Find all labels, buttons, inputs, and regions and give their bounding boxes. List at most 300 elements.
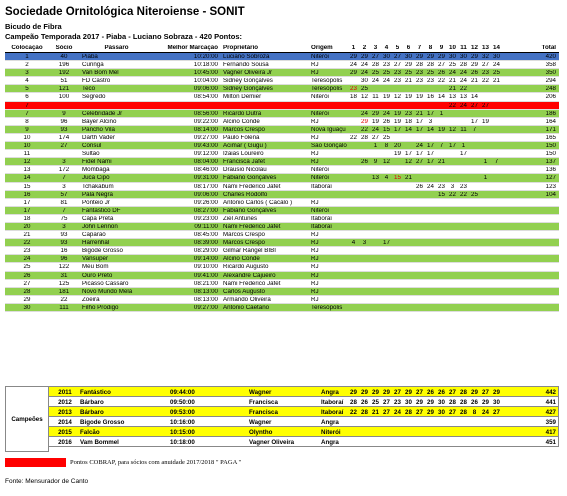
cell-socio: 3	[62, 183, 66, 190]
champion-score: 27	[383, 409, 390, 416]
score-cell: 30	[449, 54, 456, 60]
cell-time: 08:13:00	[193, 296, 218, 303]
cell-total: 294	[545, 78, 556, 85]
score-cell: 24	[361, 70, 368, 77]
cell-origin: RJ	[311, 272, 319, 279]
score-cell: 23	[350, 86, 357, 93]
cell-socio: 31	[60, 272, 68, 279]
cell-time: 10:20:00	[193, 54, 218, 60]
champion-score: 30	[438, 399, 445, 406]
champion-owner: Olyntho	[249, 429, 273, 436]
score-cell: 16	[427, 94, 434, 101]
champion-score: 29	[427, 409, 434, 416]
cell-bird: Tchakabum	[82, 183, 114, 190]
score-cell: 15	[438, 191, 445, 198]
cell-pos: 28	[23, 288, 31, 295]
cell-owner: Milton Demier	[223, 94, 262, 101]
score-cell: 17	[383, 240, 390, 247]
score-cell: 23	[394, 70, 401, 77]
cell-origin: RJ	[311, 62, 319, 69]
cell-total: 127	[545, 175, 556, 182]
score-cell: 22	[482, 78, 489, 85]
cell-time: 10:18:00	[193, 62, 218, 69]
cell-origin: RJ	[311, 248, 319, 255]
cell-origin: Teresópolis	[311, 78, 343, 85]
cell-socio: 75	[60, 215, 68, 222]
table-row	[5, 263, 559, 271]
champion-score: 30	[493, 399, 500, 406]
column-header: 13	[482, 45, 489, 51]
table-row	[5, 215, 559, 223]
score-cell: 29	[471, 54, 478, 60]
table-row	[5, 134, 559, 142]
score-cell: 24	[383, 78, 390, 85]
cell-bird: Ponteio Jr	[82, 199, 110, 206]
cell-socio: 27	[60, 143, 68, 150]
cell-bird: Bayer Alcino	[82, 118, 117, 125]
cell-time: 08:17:00	[193, 183, 218, 190]
score-cell: 18	[350, 94, 357, 101]
score-cell: 21	[471, 78, 478, 85]
champion-time: 09:50:00	[170, 399, 195, 406]
champion-score: 28	[460, 399, 467, 406]
cell-origin: RJ	[311, 280, 319, 287]
score-cell: 12	[361, 94, 368, 101]
score-cell: 29	[471, 62, 478, 69]
cell-origin: Niterói	[311, 94, 329, 101]
score-cell: 24	[350, 62, 357, 69]
champion-origin: Angra	[321, 389, 339, 396]
champion-score: 29	[427, 399, 434, 406]
champion-score: 28	[361, 409, 368, 416]
score-cell: 19	[372, 118, 379, 125]
cell-pos: 7	[25, 110, 29, 117]
cell-pos: 10	[23, 143, 31, 150]
score-cell: 15	[394, 175, 401, 182]
score-cell: 3	[450, 183, 455, 190]
score-cell: 28	[361, 134, 368, 141]
score-cell: 20	[394, 143, 401, 150]
score-cell: 24	[493, 62, 500, 69]
cell-bird: Filho Prodigo	[82, 304, 119, 311]
champion-score: 21	[372, 409, 379, 416]
cell-socio: 16	[60, 248, 68, 255]
cell-owner: Izaias Loureiro	[223, 151, 264, 158]
score-cell: 27	[471, 102, 478, 109]
cell-origin: RJ	[311, 296, 319, 303]
cell-origin: RJ	[311, 134, 319, 141]
score-cell: 17	[427, 143, 434, 150]
cell-time: 09:11:00	[194, 223, 218, 230]
cell-socio: 122	[58, 264, 70, 271]
cell-pos: 3	[25, 70, 29, 77]
score-cell: 22	[460, 191, 467, 198]
column-header: 11	[460, 45, 467, 51]
score-cell: 17	[416, 118, 423, 125]
champion-score: 26	[471, 399, 478, 406]
cell-time: 10:45:00	[193, 70, 218, 77]
score-cell: 3	[428, 118, 433, 125]
cell-pos: 20	[23, 223, 31, 230]
score-cell: 23	[383, 62, 390, 69]
cell-bird: Darth Vader	[82, 134, 115, 141]
cell-bird: Pancho Vila	[82, 126, 115, 133]
champion-origin: Itaboraí	[321, 399, 344, 406]
score-cell: 22	[350, 134, 357, 141]
cell-owner: Acimar ( Gugu )	[223, 143, 267, 150]
cell-owner: Fabiano Gonçalves	[223, 175, 277, 182]
cell-pos: 27	[23, 280, 31, 287]
table-row	[5, 199, 559, 207]
score-cell: 25	[427, 70, 434, 77]
cell-pos: 9	[25, 126, 29, 133]
cell-owner: Alexandre Cajueiro	[223, 272, 276, 279]
cell-time: 08:14:00	[193, 126, 218, 133]
champion-row	[49, 407, 558, 417]
cell-pos: 11	[23, 151, 31, 158]
table-header	[5, 43, 559, 53]
score-cell: 32	[482, 54, 489, 60]
page-subtitle: Bicudo de Fibra	[5, 22, 62, 31]
cell-pos: 1	[25, 54, 29, 60]
score-cell: 17	[405, 151, 412, 158]
score-cell: 19	[416, 94, 423, 101]
score-cell: 17	[427, 151, 434, 158]
cell-total: 350	[545, 70, 556, 77]
score-cell: 17	[471, 118, 478, 125]
cell-owner: Marcos Crespo	[223, 232, 265, 239]
score-cell: 22	[460, 86, 467, 93]
table-row	[5, 304, 559, 312]
score-cell: 3	[362, 240, 367, 247]
table-row	[5, 77, 559, 85]
cell-bird: Novo Mundo Mela	[82, 288, 133, 295]
cell-socio: 181	[58, 288, 70, 295]
champion-score: 28	[460, 409, 467, 416]
score-cell: 17	[416, 126, 423, 133]
champion-score: 27	[394, 389, 401, 396]
cell-total: 358	[545, 62, 556, 69]
champion-bird: Bárbaro	[80, 409, 104, 416]
cell-total: 136	[545, 167, 556, 174]
score-cell: 19	[383, 94, 390, 101]
cell-owner: Luciano Sobroza	[223, 54, 270, 60]
score-cell: 25	[383, 70, 390, 77]
column-header: 5	[395, 45, 400, 51]
score-cell: 28	[427, 62, 434, 69]
champion-owner: Wagner	[249, 389, 272, 396]
table-row	[5, 223, 559, 231]
score-cell: 24	[372, 126, 379, 133]
score-cell: 17	[394, 126, 401, 133]
score-cell: 19	[438, 126, 445, 133]
champion-bird: Bigode Grosso	[80, 419, 125, 426]
score-cell: 14	[438, 94, 445, 101]
champion-score: 30	[438, 409, 445, 416]
score-cell: 23	[416, 70, 423, 77]
cell-socio: 40	[60, 54, 68, 60]
column-header: Origem	[311, 45, 333, 51]
cell-time: 09:12:00	[193, 151, 218, 158]
cell-socio: 96	[60, 256, 68, 263]
table-row	[5, 231, 559, 239]
score-cell: 23	[405, 110, 412, 117]
table-row	[5, 142, 559, 150]
champion-time: 10:18:00	[170, 439, 195, 446]
score-cell: 14	[427, 126, 434, 133]
cell-time: 08:13:00	[193, 288, 218, 295]
table-row	[5, 288, 559, 296]
cell-socio: 3	[62, 223, 66, 230]
cell-pos: 12	[23, 159, 31, 166]
champion-score: 28	[449, 399, 456, 406]
score-cell: 17	[416, 151, 423, 158]
score-cell: 17	[460, 151, 467, 158]
champion-score: 26	[438, 389, 445, 396]
cell-owner: Nami Frederico Jafet	[223, 183, 281, 190]
score-cell: 29	[427, 54, 434, 60]
cell-time: 09:23:00	[193, 215, 218, 222]
cell-total: 164	[545, 118, 556, 125]
score-cell: 23	[416, 78, 423, 85]
table-row	[5, 239, 559, 247]
score-cell: 23	[460, 183, 467, 190]
cell-bird: Caparaó	[82, 232, 106, 239]
cell-bird: Vansuper	[82, 256, 109, 263]
table-row	[5, 191, 559, 199]
score-cell: 24	[427, 183, 434, 190]
score-cell: 24	[372, 78, 379, 85]
cell-pos: 25	[23, 264, 31, 271]
score-cell: 14	[405, 126, 412, 133]
table-row	[5, 118, 559, 126]
score-cell: 29	[361, 54, 368, 60]
score-cell: 29	[350, 54, 357, 60]
score-cell: 28	[460, 62, 467, 69]
cell-owner: Antonio Carlos ( Cacalo )	[223, 199, 293, 206]
score-cell: 18	[405, 118, 412, 125]
champion-score: 28	[460, 389, 467, 396]
cell-time: 09:27:00	[193, 304, 218, 311]
score-cell: 25	[372, 70, 379, 77]
score-cell: 7	[472, 126, 477, 133]
campaign-line: Campeão Temporada 2017 - Piaba - Luciano Sobraza - 420 Pontos:	[5, 32, 243, 41]
score-cell: 4	[351, 240, 356, 247]
champion-score: 22	[350, 409, 357, 416]
champion-year: 2011	[58, 389, 72, 396]
score-cell: 29	[416, 54, 423, 60]
cell-origin: RJ	[311, 264, 319, 271]
legend-text: Pontos COBRAP, para sócios com anuidade 2017/2018 " PAGA "	[70, 459, 242, 466]
champion-origin: Angra	[321, 439, 339, 446]
table-row	[5, 207, 559, 215]
champion-row	[49, 397, 558, 407]
cell-origin: RJ	[311, 240, 319, 247]
champion-bird: Falcão	[80, 429, 100, 436]
score-cell: 24	[416, 143, 423, 150]
column-header: 9	[439, 45, 444, 51]
champion-origin: Itaboraí	[321, 409, 344, 416]
score-cell: 21	[449, 78, 456, 85]
table-row	[5, 126, 559, 134]
champion-score: 27	[416, 409, 423, 416]
cell-time: 09:26:00	[193, 199, 218, 206]
champion-score: 8	[472, 409, 477, 416]
cell-bird: Mombaga	[82, 167, 110, 174]
cell-time: 09:14:00	[193, 256, 218, 263]
column-header: 2	[362, 45, 367, 51]
cell-owner: Ricardo Augusto	[223, 264, 269, 271]
cell-owner: Paulo Folena	[223, 134, 260, 141]
column-header: Sócio	[55, 45, 73, 51]
champion-owner: Vagner Oliveira	[249, 439, 295, 446]
cell-total: 123	[545, 183, 556, 190]
champion-owner: Wagner	[249, 419, 272, 426]
score-cell: 29	[361, 118, 368, 125]
score-cell: 12	[394, 94, 401, 101]
score-cell: 21	[493, 78, 500, 85]
column-header: 4	[384, 45, 389, 51]
column-header: Proprietário	[223, 45, 259, 51]
champion-bird: Bárbaro	[80, 399, 104, 406]
cell-socio: 192	[58, 70, 70, 77]
champion-origin: Niterói	[321, 429, 341, 436]
cell-origin: RJ	[311, 232, 319, 239]
cell-socio: 121	[58, 86, 70, 93]
cell-pos: 15	[23, 183, 31, 190]
table-row	[5, 61, 559, 69]
table-row	[5, 102, 559, 110]
cell-origin: Teresópolis	[311, 304, 343, 311]
cell-pos: 23	[23, 248, 31, 255]
champion-score: 23	[394, 399, 401, 406]
cell-total: 206	[545, 94, 556, 101]
cell-bird: Zoeira	[82, 296, 100, 303]
score-cell: 26	[416, 183, 423, 190]
champion-owner: Francisca	[249, 399, 278, 406]
cell-bird: Celebridade Jr	[82, 110, 123, 117]
cell-pos: 13	[23, 167, 31, 174]
champion-score: 24	[394, 409, 401, 416]
cell-socio: 111	[59, 304, 69, 311]
champion-bird: Vam Bommel	[80, 439, 119, 446]
cell-pos: 24	[23, 256, 31, 263]
table-row	[5, 53, 559, 61]
score-cell: 24	[361, 110, 368, 117]
score-cell: 21	[405, 175, 412, 182]
cell-origin: Niterói	[311, 110, 329, 117]
cell-socio: 125	[58, 280, 70, 287]
cell-time: 08:56:00	[193, 110, 218, 117]
cell-bird: Segredo	[82, 94, 106, 101]
cell-pos: 26	[23, 272, 31, 279]
champion-score: 29	[372, 389, 379, 396]
cell-origin: RJ	[311, 151, 319, 158]
cell-origin: RJ	[311, 288, 319, 295]
champion-score: 27	[416, 389, 423, 396]
cell-pos: 16	[23, 191, 31, 198]
champion-total: 451	[545, 439, 556, 446]
champion-score: 26	[361, 399, 368, 406]
score-cell: 24	[460, 78, 467, 85]
cell-owner: Fernando Sousa	[223, 62, 269, 69]
cell-pos: 2	[25, 62, 29, 69]
cell-time: 08:04:00	[193, 159, 218, 166]
cell-time: 08:46:00	[193, 167, 218, 174]
cell-time: 10:04:00	[193, 78, 218, 85]
score-cell: 22	[449, 102, 456, 109]
score-cell: 30	[405, 54, 412, 60]
cell-origin: Nova Iguaçu	[311, 126, 346, 133]
cell-owner: Sidney Gonçalves	[223, 86, 273, 93]
column-header: 6	[406, 45, 411, 51]
champion-score: 29	[405, 389, 412, 396]
cell-bird: Bigode Grosso	[82, 248, 123, 255]
cell-bird: Capa Preta	[82, 215, 114, 222]
score-cell: 23	[394, 78, 401, 85]
champion-score: 27	[383, 399, 390, 406]
cell-total: 150	[545, 143, 556, 150]
cell-bird: Meu Bom	[82, 264, 109, 271]
cell-socio: 81	[60, 199, 68, 206]
score-cell: 24	[383, 110, 390, 117]
cell-pos: 30	[23, 304, 31, 311]
cell-socio: 3	[62, 159, 66, 166]
cell-origin: Itaboraí	[311, 223, 332, 230]
column-header: 7	[417, 45, 422, 51]
cell-socio: 96	[60, 118, 68, 125]
cell-time: 08:21:00	[193, 280, 218, 287]
cell-total: 137	[545, 159, 556, 166]
cell-origin: RJ	[311, 256, 319, 263]
cell-bird: Fantastico DF	[82, 207, 121, 214]
champion-year: 2012	[58, 399, 72, 406]
cell-owner: Carlos Augusto	[223, 288, 265, 295]
champion-score: 30	[405, 399, 412, 406]
cell-owner: Nami Frederico Jafet	[223, 280, 281, 287]
cell-owner: Charles Rodolfo	[223, 191, 268, 198]
champion-score: 29	[361, 389, 368, 396]
score-cell: 24	[361, 62, 368, 69]
champion-time: 10:15:00	[170, 429, 195, 436]
score-cell: 30	[460, 54, 467, 60]
table-row	[5, 247, 559, 255]
score-cell: 1	[483, 159, 488, 166]
champion-score: 29	[383, 389, 390, 396]
cell-pos: 10	[23, 134, 31, 141]
cell-socio: 93	[60, 232, 68, 239]
score-cell: 14	[471, 94, 478, 101]
score-cell: 21	[449, 86, 456, 93]
cell-time: 08:27:00	[193, 207, 218, 214]
score-cell: 12	[405, 159, 412, 166]
cell-owner: Antonio Caetano	[223, 304, 270, 311]
cell-bird: Teco	[82, 86, 96, 93]
column-header: 10	[449, 45, 456, 51]
cell-pos: 14	[23, 175, 31, 182]
cell-owner: Marcos Crespo	[223, 240, 265, 247]
score-cell: 22	[449, 191, 456, 198]
champion-time: 09:44:00	[170, 389, 195, 396]
score-cell: 19	[394, 118, 401, 125]
column-header: Colocação	[11, 45, 43, 51]
table-row	[5, 174, 559, 182]
table-row	[5, 296, 559, 304]
cell-socio: 196	[58, 62, 70, 69]
score-cell: 24	[460, 102, 467, 109]
cell-origin: RJ	[311, 70, 319, 77]
cell-socio: 9	[62, 110, 66, 117]
